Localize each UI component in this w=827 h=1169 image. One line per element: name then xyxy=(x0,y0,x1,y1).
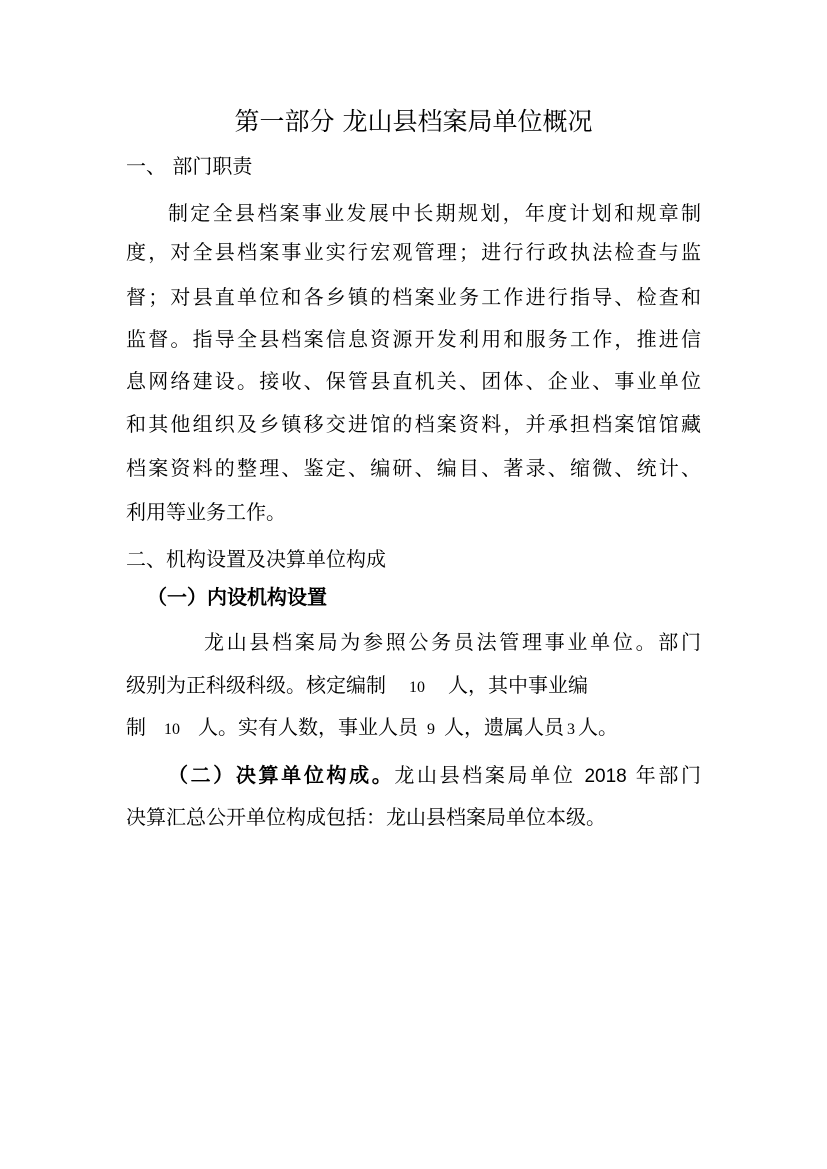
section-heading-structure: 二、机构设置及决算单位构成 xyxy=(126,547,386,571)
composition-line-1 xyxy=(168,761,701,791)
internal-line-3 xyxy=(126,713,618,744)
internal-line-1: 龙山县档案局为参照公务员法管理事业单位。部门 xyxy=(204,630,701,654)
staff-survivors-value: 3 xyxy=(567,721,575,738)
internal-line-2-text-b: 人，其中事业编 xyxy=(448,673,588,697)
duties-line-8: 利用等业务工作。 xyxy=(126,500,286,524)
composition-line-1-text-b: 年部门 xyxy=(635,763,702,787)
duties-line-6: 和其他组织及乡镇移交进馆的档案资料，并承担档案馆馆藏 xyxy=(126,412,701,436)
internal-line-3-text-c: 人，遗属人员 xyxy=(444,715,564,739)
internal-line-3-text-b: 人。实有人数，事业人员 xyxy=(198,715,418,739)
internal-line-3-text-a: 制 xyxy=(126,715,146,739)
duties-line-2: 度，对全县档案事业实行宏观管理；进行行政执法检查与监 xyxy=(126,240,701,264)
subsection-heading-composition: （二）决算单位构成。 xyxy=(168,763,395,787)
internal-line-3-text-d: 人。 xyxy=(578,715,618,739)
composition-line-2: 决算汇总公开单位构成包括：龙山县档案局单位本级。 xyxy=(126,805,606,829)
duties-line-3: 督；对县直单位和各乡镇的档案业务工作进行指导、检查和 xyxy=(126,285,701,309)
report-year: 2018 xyxy=(584,766,627,787)
duties-line-7: 档案资料的整理、鉴定、编研、编目、著录、缩微、统计、 xyxy=(126,456,701,480)
section-heading-duties: 一、 部门职责 xyxy=(126,154,253,178)
internal-line-2-text-a: 级别为正科级科级。核定编制 xyxy=(126,673,386,697)
composition-line-1-text-a: 龙山县档案局单位 xyxy=(394,763,576,787)
staff-institution-value: 10 xyxy=(164,721,180,738)
duties-line-1: 制定全县档案事业发展中长期规划，年度计划和规章制 xyxy=(168,201,701,225)
subsection-heading-internal: （一）内设机构设置 xyxy=(147,585,327,609)
staff-actual-value: 9 xyxy=(427,721,435,738)
staff-total-value: 10 xyxy=(409,679,425,696)
internal-line-2 xyxy=(126,671,588,702)
duties-line-4: 监督。指导全县档案信息资源开发利用和服务工作，推进信 xyxy=(126,327,701,351)
duties-line-5: 息网络建设。接收、保管县直机关、团体、企业、事业单位 xyxy=(126,369,701,393)
page-title: 第一部分 龙山县档案局单位概况 xyxy=(234,107,593,136)
